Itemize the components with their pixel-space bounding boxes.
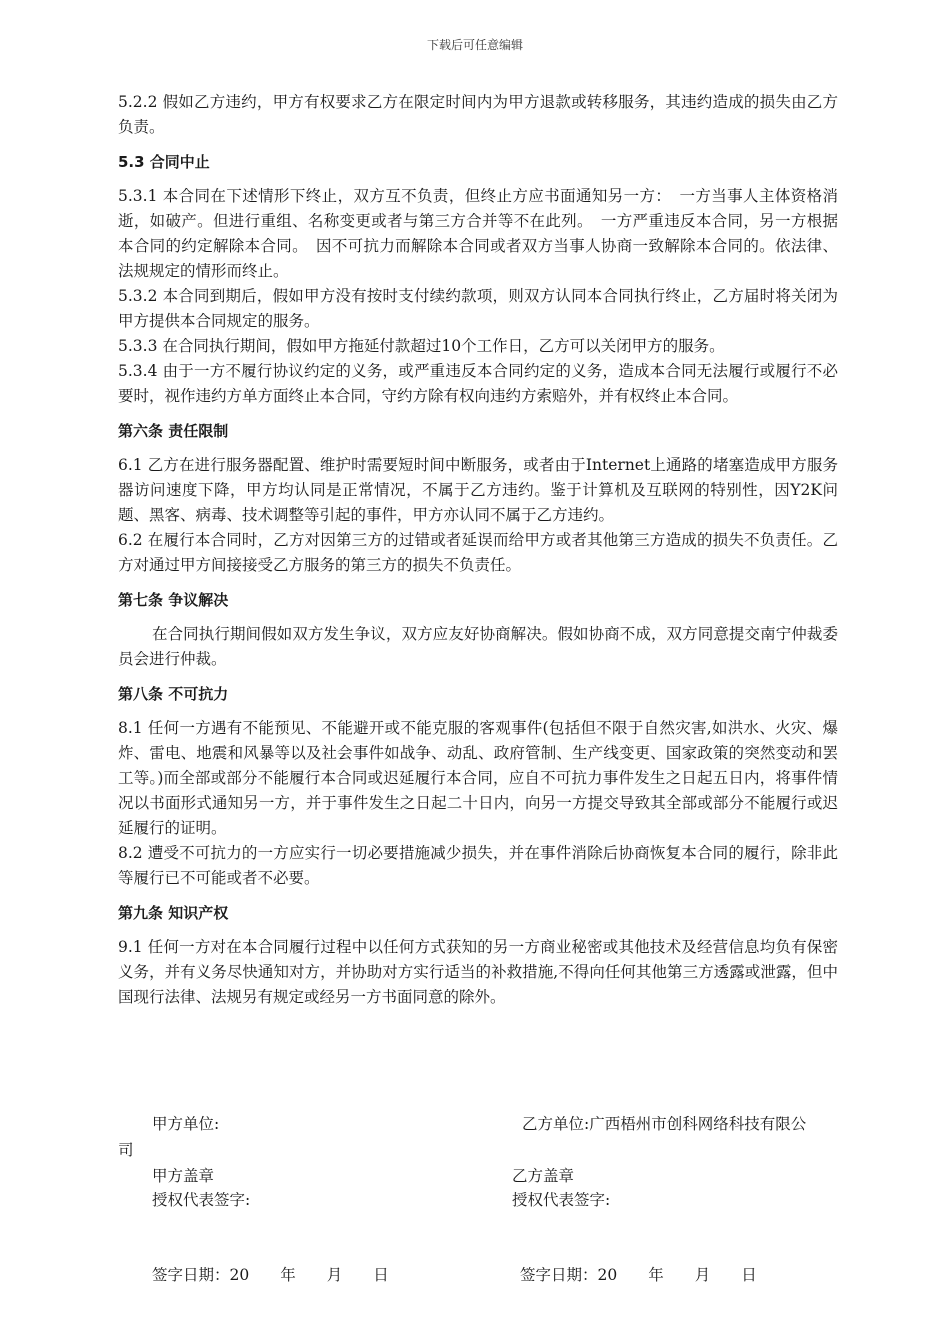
clause-paragraph: 5.3.4 由于一方不履行协议约定的义务，或严重违反本合同约定的义务，造成本合同无法履行或履行不必要时，视作违约方单方面终止本合同，守约方除有权向违约方索赔外，并有权终止本合同。 xyxy=(118,362,838,405)
party-a-unit-label: 甲方单位: xyxy=(152,1115,220,1133)
clause-paragraph: 5.3.3 在合同执行期间，假如甲方拖延付款超过10个工作日，乙方可以关闭甲方的服务。 xyxy=(118,337,725,355)
section-heading: 第八条 不可抗力 xyxy=(118,685,229,703)
clause-paragraph: 8.2 遭受不可抗力的一方应实行一切必要措施减少损失，并在事件消除后协商恢复本合同的履行，除非此等履行已不可能或者不必要。 xyxy=(118,844,838,887)
clause-paragraph: 5.3.2 本合同到期后，假如甲方没有按时支付续约款项，则双方认同本合同执行终止，乙方届时将关闭为甲方提供本合同规定的服务。 xyxy=(118,287,838,330)
clause-paragraph: 5.3.1 本合同在下述情形下终止，双方互不负责，但终止方应书面通知另一方： 一方当事人主体资格消逝，如破产。但进行重组、名称变更或者与第三方合并等不在此列。 一方严重违反本合同，另一方根据本合同的约定解除本合同。 因不可抗力而解除本合同或者双方当事人协商一致解除本合同的。依法律、法规规定的情形而终止。 xyxy=(118,187,838,280)
party-b-seal-label: 乙方盖章 xyxy=(512,1167,575,1185)
section-heading: 第九条 知识产权 xyxy=(118,904,229,922)
party-a-rep-label: 授权代表签字: xyxy=(152,1191,251,1209)
party-b-unit-wrap: 司 xyxy=(118,1141,134,1159)
party-b-unit-label: 乙方单位:广西梧州市创科网络科技有限公 xyxy=(522,1115,807,1133)
clause-paragraph: 8.1 任何一方遇有不能预见、不能避开或不能克服的客观事件(包括但不限于自然灾害,如洪水、火灾、爆炸、雷电、地震和风暴等以及社会事件如战争、动乱、政府管制、生产线变更、国家政策的突然变动和罢工等。)而全部或部分不能履行本合同或迟延履行本合同，应自不可抗力事件发生之日起五日内，将事件情况以书面形式通知另一方，并于事件发生之日起二十日内，向另一方提交导致其全部或部分不能履行或迟延履行的证明。 xyxy=(118,719,838,837)
clause-paragraph: 5.2.2 假如乙方违约，甲方有权要求乙方在限定时间内为甲方退款或转移服务，其违约造成的损失由乙方负责。 xyxy=(118,93,838,136)
party-b-sign-date: 签字日期：20 年 月 日 xyxy=(520,1266,757,1284)
contract-body xyxy=(118,90,838,1010)
party-a-seal-label: 甲方盖章 xyxy=(152,1167,215,1185)
section-heading: 第六条 责任限制 xyxy=(118,422,229,440)
party-a-sign-date: 签字日期：20 年 月 日 xyxy=(152,1266,389,1284)
clause-paragraph: 9.1 任何一方对在本合同履行过程中以任何方式获知的另一方商业秘密或其他技术及经营信息均负有保密义务，并有义务尽快通知对方，并协助对方实行适当的补救措施,不得向任何其他第三方透露或泄露，但中国现行法律、法规另有规定或经另一方书面同意的除外。 xyxy=(118,938,838,1006)
section-heading: 第七条 争议解决 xyxy=(118,591,229,609)
clause-paragraph: 6.2 在履行本合同时，乙方对因第三方的过错或者延误而给甲方或者其他第三方造成的损失不负责任。乙方对通过甲方间接接受乙方服务的第三方的损失不负责任。 xyxy=(118,531,838,574)
clause-paragraph: 在合同执行期间假如双方发生争议，双方应友好协商解决。假如协商不成，双方同意提交南宁仲裁委员会进行仲裁。 xyxy=(118,625,838,668)
party-b-rep-label: 授权代表签字: xyxy=(512,1191,611,1209)
page-header-note: 下载后可任意编辑 xyxy=(426,38,523,52)
clause-paragraph: 6.1 乙方在进行服务器配置、维护时需要短时间中断服务，或者由于Internet上通路的堵塞造成甲方服务器访问速度下降，甲方均认同是正常情况，不属于乙方违约。鉴于计算机及互联网的特别性，因Y2K问题、黑客、病毒、技术调整等引起的事件，甲方亦认同不属于乙方违约。 xyxy=(118,456,838,524)
section-heading: 5.3 合同中止 xyxy=(118,153,210,171)
